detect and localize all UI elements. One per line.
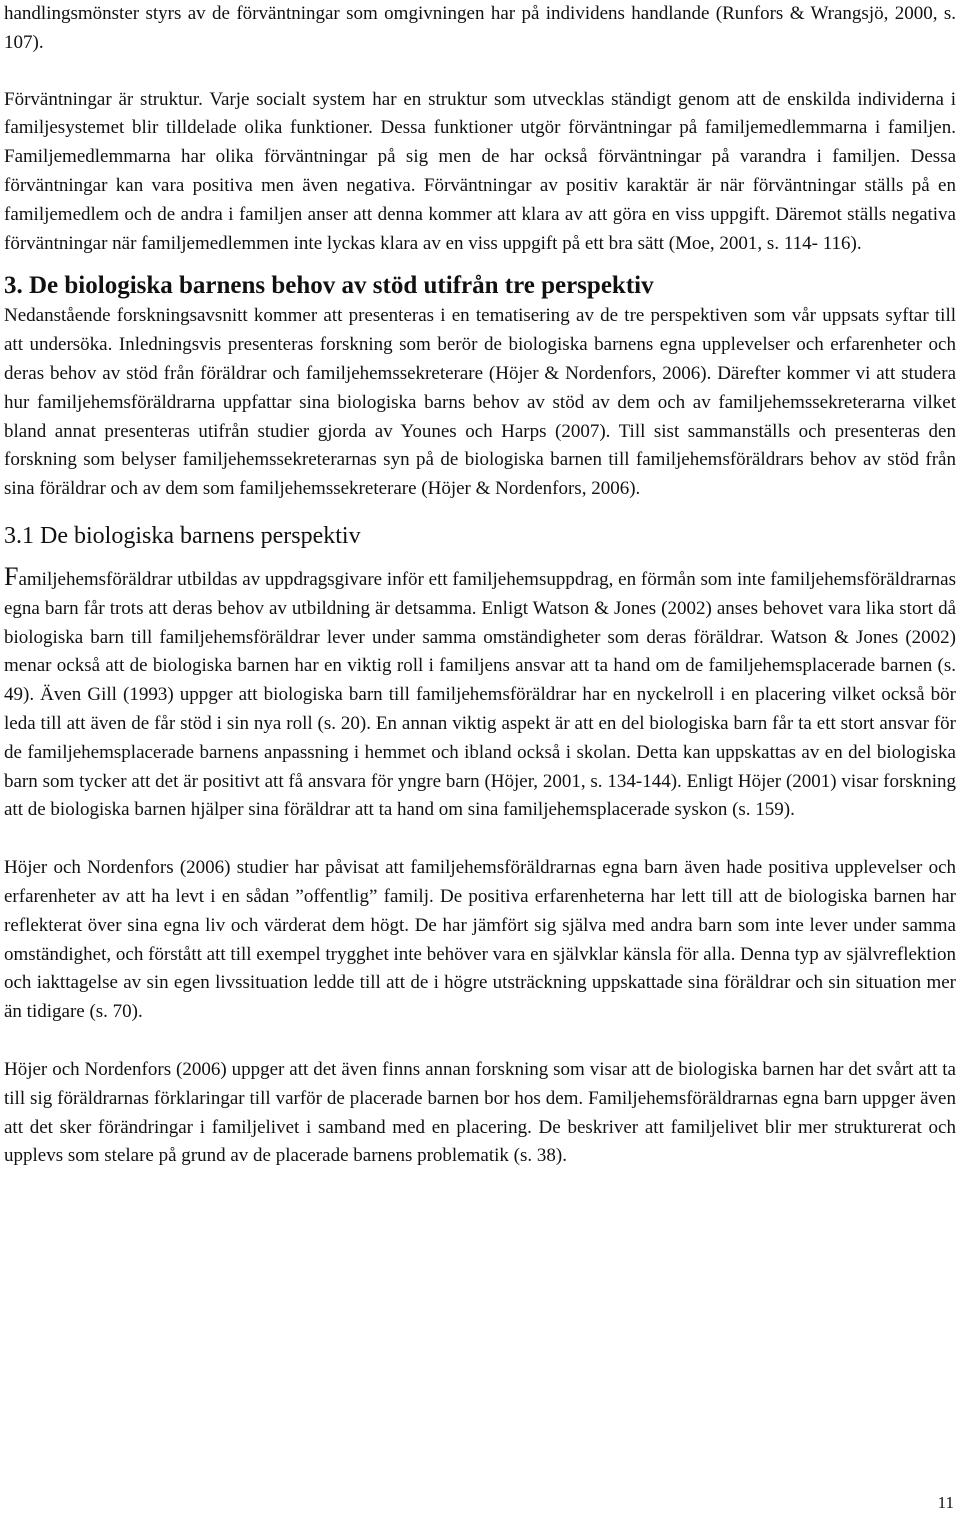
section-3-1-paragraph-1	[4, 563, 956, 825]
section-3-body: Nedanstående forskningsavsnitt kommer att presenteras i en tematisering av de tre perspektiven som vår uppsats syftar till att undersöka. Inledningsvis presenteras forskning som berör de biologiska barnens egna upplevelser och erfarenheter och deras behov av stöd från föräldrar och familjehemssekreterare (Höjer & Nordenfors, 2006). Därefter kommer vi att studera hur familjehemsföräldrarna uppfattar sina biologiska barns behov av stöd av dem och av familjehemssekreterarna vilket bland annat presenteras utifrån studier gjorda av Younes och Harps (2007). Till sist sammanställs och presenteras den forskning som belyser familjehemssekreterarnas syn på de biologiska barnen till familjehemsföräldrars behov av stöd från sina föräldrar och av dem som familjehemssekreterare (Höjer & Nordenfors, 2006).	[4, 305, 956, 500]
section-3-heading: 3. De biologiska barnens behov av stöd utifrån tre perspektiv	[4, 272, 654, 300]
paragraph-expectations: Förväntningar är struktur. Varje socialt system har en struktur som utvecklas ständigt genom att de enskilda individerna i familjesystemet blir tilldelade olika funktioner. Dessa funktioner utgör förväntningar på familjemedlemmarna i familjen. Familjemedlemmarna har olika förväntningar på sig men de har också förväntningar på varandra i familjen. Dessa förväntningar kan vara positiva men även negativa. Förväntningar av positiv karaktär är när förväntningar ställs på en familjemedlem och de andra i familjen anser att denna kommer att klara av att göra en viss uppgift. Däremot ställs negativa förväntningar när familjemedlemmen inte lyckas klara av en viss uppgift på ett bra sätt (Moe, 2001, s. 114- 116).	[4, 88, 956, 254]
section-3-1-heading: 3.1 De biologiska barnens perspektiv	[4, 522, 361, 549]
paragraph-spacer	[4, 1027, 956, 1056]
paragraph-spacer	[4, 825, 956, 854]
paragraph-intro-continuation: handlingsmönster styrs av de förväntningar som omgivningen har på individens handlande (Runfors & Wrangsjö, 2000, s. 107).	[4, 3, 956, 53]
section-3-1-paragraph-2: Höjer och Nordenfors (2006) studier har påvisat att familjehemsföräldrarnas egna barn även hade positiva upplevelser och erfarenheter av att ha levt i en sådan ”offentlig” familj. De positiva erfarenheterna har lett till att de biologiska barnen har reflekterat över sina egna liv och värderat dem högt. De har jämfört sig själva med andra barn som inte lever under samma omständighet, och förstått att till exempel trygghet inte behöver vara en självklar känsla för alla. Denna typ av självreflektion och iakttagelse av sin egen livssituation ledde till att de i högre utsträckning uppskattade sina föräldrar och sin situation mer än tidigare (s. 70).	[4, 857, 956, 1023]
section-3-1-paragraph-3: Höjer och Nordenfors (2006) uppger att det även finns annan forskning som visar att de biologiska barnen har det svårt att ta till sig föräldrarnas förklaringar till varför de placerade barnen bor hos dem. Familjehemsföräldrarnas egna barn uppger även att det sker förändringar i familjelivet i samband med en placering. De beskriver att familjelivet blir mer strukturerat och upplevs som stelare på grund av de placerade barnens problematik (s. 38).	[4, 1058, 956, 1167]
section-3-1-paragraph-1-text: amiljehemsföräldrar utbildas av uppdragsgivare inför ett familjehemsuppdrag, en förmån som inte familjehemsföräldrarnas egna barn får trots att deras behov av utbildning är detsamma. Enligt Watson & Jones (2002) anses behovet vara lika stort då biologiska barn till familjehemsföräldrar lever under samma omständigheter som deras föräldrar. Watson & Jones (2002) menar också att de biologiska barnen har en viktig roll i familjens ansvar att ta hand om de familjehemsplacerade barnen (s. 49). Även Gill (1993) uppger att biologiska barn till familjehemsföräldrar har en nyckelroll i en placering vilket också bör leda till att även de får stöd i sin nya roll (s. 20). En annan viktig aspekt är att en del biologiska barn får ta ett stort ansvar för de familjehemsplacerade barnens anpassning i hemmet och ibland också i skolan. Detta kan uppskattas av en del biologiska barn som tycker att det är positivt att få ansvara för yngre barn (Höjer, 2001, s. 134-144). Enligt Höjer (2001) visar forskning att de biologiska barnen hjälper sina föräldrar att ta hand om sina familjehemsplacerade syskon (s. 159).	[4, 568, 956, 821]
page-number: 11	[937, 1493, 954, 1512]
paragraph-spacer	[4, 58, 956, 86]
document-page	[4, 0, 956, 1171]
drop-cap-letter: F	[4, 561, 19, 591]
